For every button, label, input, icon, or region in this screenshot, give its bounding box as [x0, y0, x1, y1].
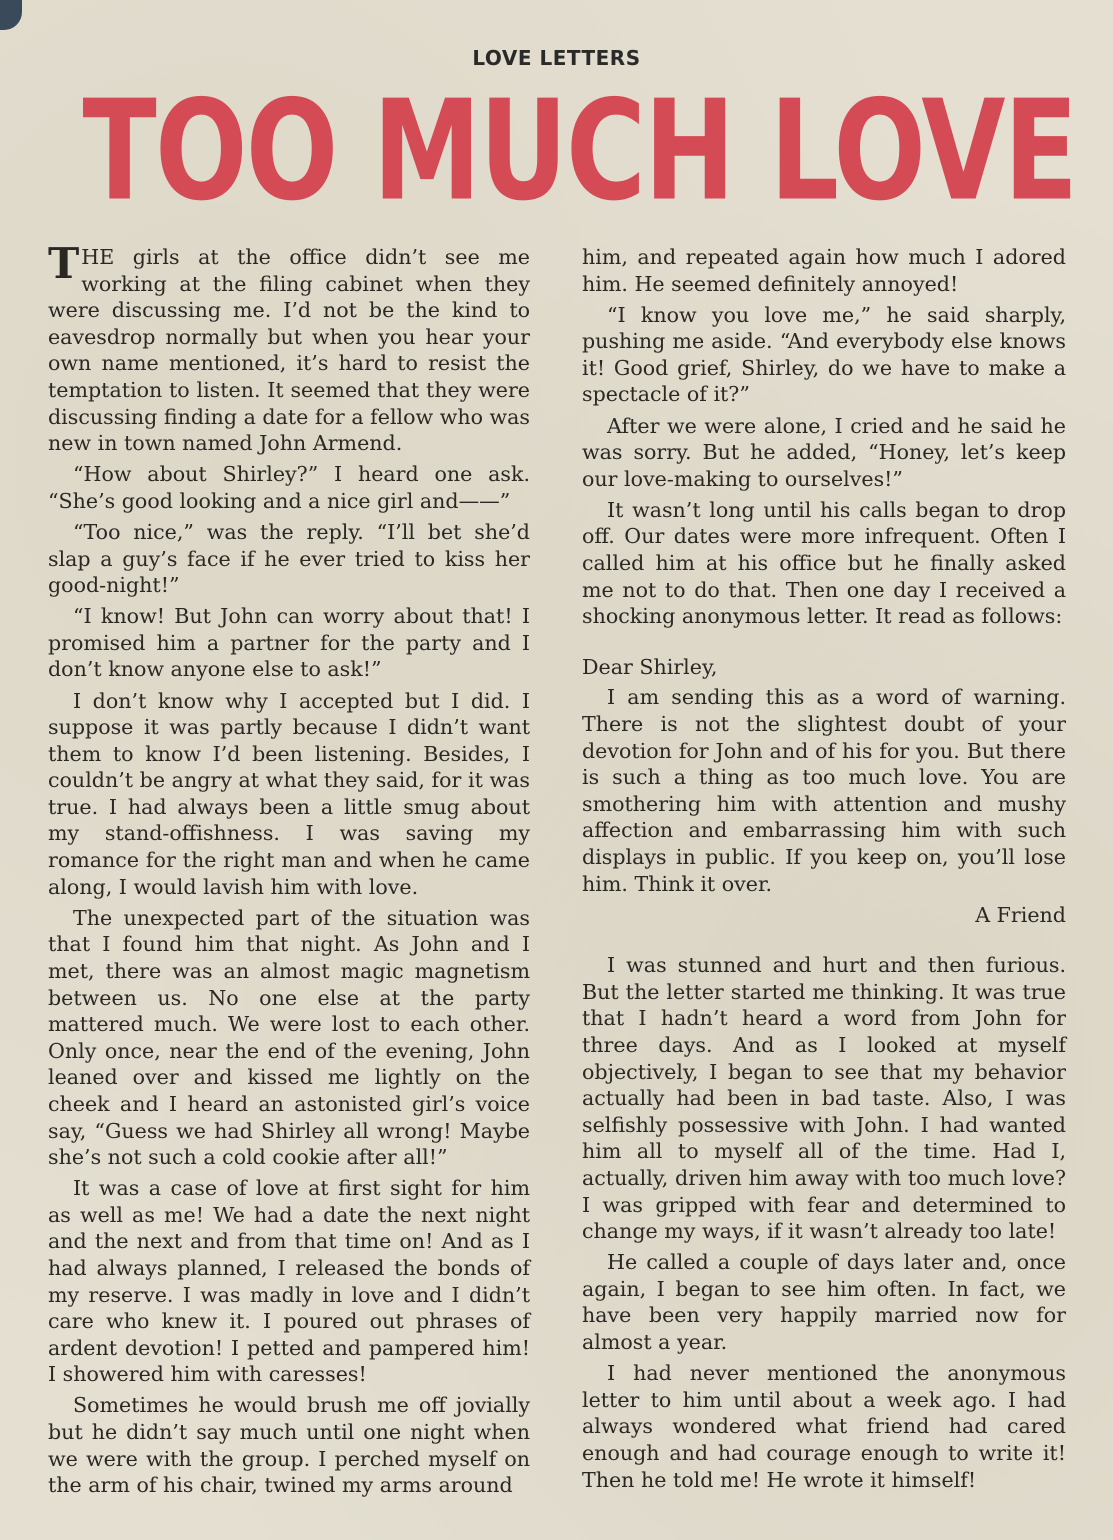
corner-mark	[0, 0, 22, 30]
letter-body: I am sending this as a word of warning. There is not the slightest doubt of your devotion for John and of his for you. But there is such a thing as too much love. You are smothering him with attention and mushy affection and embarrassing him with such displays in public. If you keep on, you’ll lose him. Think it over.	[582, 685, 1066, 896]
paragraph-3: “Too nice,” was the reply. “I’ll bet she’d slap a guy’s face if he ever tried to kiss her good-night!”	[48, 519, 530, 598]
paragraph-7: It was a case of love at first sight for him as well as me! We had a date the next night and the next and from that time on! And as I had always planned, I released the bonds of my reserve. I was madly in love and I didn’t care who knew it. I poured out phrases of ardent devotion! I petted and pampered him! I showered him with caresses!	[48, 1176, 530, 1387]
paragraph-13: I was stunned and hurt and then furious. But the letter started me thinking. It was true that I hadn’t heard a word from John for three days. And as I looked at myself objectively, I began to see that my behavior actually had been in bad taste. Also, I was selfishly possessive with John. I had wanted him all to myself all of the time. Had I, actually, driven him away with too much love? I was gripped with fear and determined to change my ways, if it wasn’t already too late!	[582, 953, 1066, 1244]
letter-signature: A Friend	[975, 902, 1066, 927]
paragraph-4: “I know! But John can worry about that! I promised him a partner for the party and I don’t know anyone else to ask!”	[48, 604, 530, 682]
story-title: TOO MUCH LOVE	[82, 71, 1077, 232]
left-column	[48, 239, 531, 1503]
drop-cap: T	[48, 239, 80, 288]
paragraph-12: It wasn’t long until his calls began to drop off. Our dates were more infrequent. Often I called him at his office but he finally asked me not to do that. Then one day I received a shocking anonymous letter. It read as follows:	[582, 497, 1066, 629]
paragraph-10: “I know you love me,” he said sharply, pushing me aside. “And everybody else knows it! Good grief, Shirley, do we have to make a spectacle of it?”	[582, 302, 1066, 407]
right-column	[582, 244, 1066, 1498]
paragraph-2: “How about Shirley?” I heard one ask. “She’s good looking and a nice girl and——”	[48, 462, 530, 513]
paragraph-8: Sometimes he would brush me off jovially but he didn’t say much until one night when we were with the group. I perched myself on the arm of his chair, twined my arms around	[48, 1393, 530, 1498]
paragraph-9: him, and repeated again how much I adored him. He seemed definitely annoyed!	[582, 245, 1066, 296]
paragraph-14: He called a couple of days later and, once again, I began to see him often. In fact, we have been very happily married now for almost a year.	[582, 1250, 1066, 1355]
paragraph-11: After we were alone, I cried and he said he was sorry. But he added, “Honey, let’s keep our love-making to ourselves!”	[582, 413, 1066, 491]
paragraph-6: The unexpected part of the situation was that I found him that night. As John and I met, there was an almost magic magnetism between us. No one else at the party mattered much. We were lost to each other. Only once, near the end of the evening, John leaned over and kissed me lightly on the cheek and I heard an astonisted girl’s voice say, “Guess we had Shirley all wrong! Maybe she’s not such a cold cookie after all!”	[48, 905, 530, 1170]
paragraph-1	[48, 239, 531, 457]
paragraph-1-text: HE girls at the office didn’t see me working at the filing cabinet when they were discussing me. I’d not be the kind to eavesdrop normally but when you hear your own name mentioned, it’s hard to resist the temptation to listen. It seemed that they were discussing finding a date for a fellow who was new in town named John Armend.	[48, 245, 531, 456]
letter-salutation: Dear Shirley,	[582, 654, 718, 679]
paragraph-5: I don’t know why I accepted but I did. I suppose it was partly because I didn’t want them to know I’d been listening. Besides, I couldn’t be angry at what they said, for it was true. I had always been a little smug about my stand-offishness. I was saving my romance for the right man and when he came along, I would lavish him with love.	[48, 688, 530, 899]
section-header: LOVE LETTERS	[472, 46, 641, 70]
paragraph-15: I had never mentioned the anonymous letter to him until about a week ago. I had always wondered what friend had cared enough and had courage enough to write it! Then he told me! He wrote it himself!	[582, 1361, 1066, 1492]
